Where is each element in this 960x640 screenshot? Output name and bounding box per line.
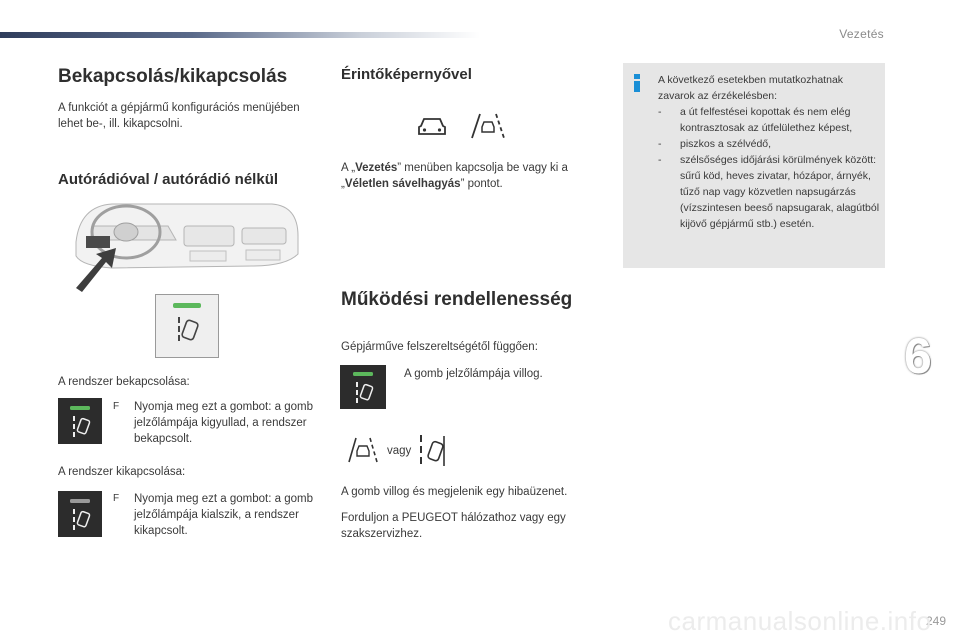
chapter-number: 6 [904,328,932,384]
lane-departure-icon [470,112,506,140]
info-item-text: szélsőséges időjárási körülmények között: sűrű köd, heves zivatar, hózápor, árnyék, tűző nap vagy közvetlen napsugárzás (vízszintesen beeső napsugarak, alagútból kijövő gépjármű stb.) esetén. [680,154,880,230]
car-front-icon [416,115,448,139]
page-number: 249 [925,614,946,628]
fault-contact-text: Forduljon a PEUGEOT hálózathoz vagy egy szakszervizhez. [341,512,566,540]
info-text [658,72,880,232]
touchscreen-instruction [341,160,603,192]
lane-button-on [58,398,102,444]
radio-heading: Autórádióval / autórádió nélkül [58,171,279,188]
lane-departure-icon-lines [418,432,448,470]
header-gradient-bar [0,32,480,38]
watermark: carmanualsonline.info [668,606,932,636]
info-item [658,136,880,152]
info-lead: A következő esetekben mutatkozhatnak zavarok az érzékelésben: [658,74,844,102]
bullet-mark: F [113,401,120,412]
section-title: Vezetés [839,27,884,41]
info-item-text: piszkos a szélvédő, [680,138,772,150]
on-instruction [113,399,314,447]
info-item [658,152,880,232]
lane-button-off [58,491,102,537]
off-label: A rendszer kikapcsolása: [58,466,186,478]
off-instruction-text: Nyomja meg ezt a gombot: a gomb jelzőlámpája kialszik, a rendszer kikapcsolt. [134,493,313,537]
on-instruction-text: Nyomja meg ezt a gombot: a gomb jelzőlámpája kigyullad, a rendszer bekapcsolt. [134,401,313,445]
lane-button-large [155,294,219,358]
dashboard-illustration [72,196,304,292]
info-dash: - [658,106,662,118]
intro-text: A funkciót a gépjármű konfigurációs menüjében lehet be-, ill. kikapcsolni. [58,102,300,130]
fault-message-text: A gomb villog és megjelenik egy hibaüzenet. [341,486,568,498]
touch-text-3: ” pontot. [460,178,503,190]
lane-departure-icon-outline [347,436,379,464]
on-label: A rendszer bekapcsolása: [58,376,190,388]
info-item [658,104,880,136]
touch-text-1: A „ [341,162,356,174]
info-item-text: a út felfestései kopottak és nem elég kontrasztosak az útfelülethez képest, [680,106,853,134]
info-dash: - [658,138,662,150]
fault-heading: Működési rendellenesség [341,289,573,310]
info-list [658,104,880,232]
page-title: Bekapcsolás/kikapcsolás [58,66,288,87]
off-instruction [113,491,314,539]
or-word: vagy [387,445,412,457]
info-icon [632,74,642,92]
touchscreen-heading: Érintőképernyővel [341,66,472,83]
lane-button-blinking [340,365,386,409]
menu-item-name: Véletlen sávelhagyás [344,178,461,190]
menu-name: Vezetés [355,162,398,174]
touch-text-2: ” menüben kapcsolja be vagy ki a „ [341,162,568,190]
bullet-mark: F [113,493,120,504]
fault-blink-text: A gomb jelzőlámpája villog. [404,368,543,380]
info-dash: - [658,154,662,166]
fault-intro: Gépjárműve felszereltségétől függően: [341,341,538,353]
info-box [623,63,885,268]
